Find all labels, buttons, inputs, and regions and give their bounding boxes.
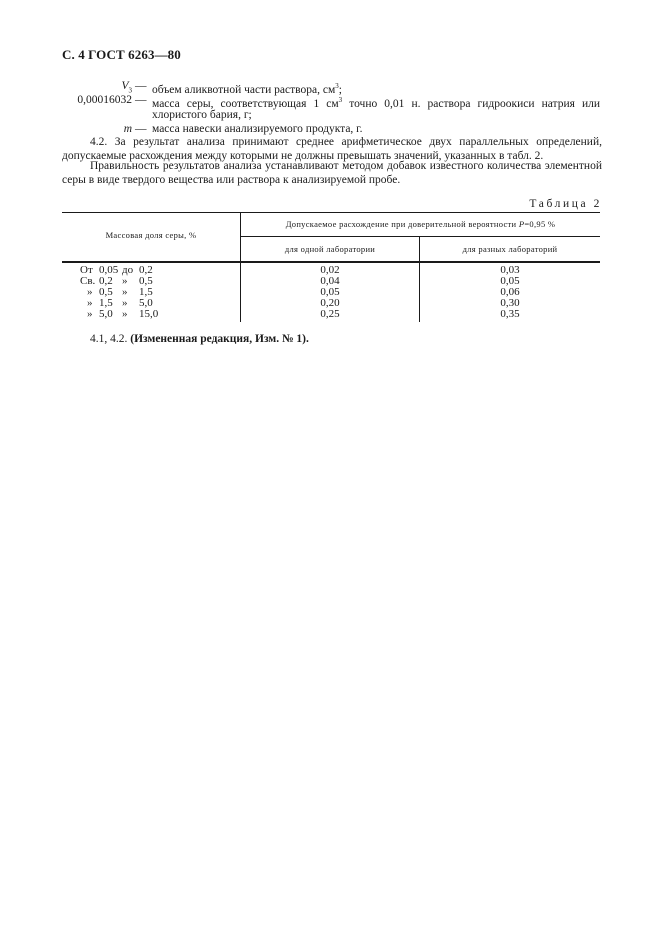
range-prefix: » (87, 286, 93, 298)
range-to: 15,0 (139, 308, 159, 320)
range-sep: » (122, 275, 128, 287)
range-sep: » (122, 297, 128, 309)
table-top-rule (62, 212, 600, 213)
range-prefix: » (87, 297, 93, 309)
definition-text: масса серы, соответствующая 1 $см^3$ точно 0,01 н. раствора гидроокиси натрия или (152, 96, 600, 110)
table-group-rule (240, 236, 600, 237)
table-header-rule (62, 261, 600, 263)
table-row (62, 309, 600, 320)
definition-text: масса навески анализируемого продукта, г. (152, 123, 363, 135)
range-to: 0,2 (139, 264, 153, 276)
definition-coefficient (0, 93, 661, 123)
range-to: 0,5 (139, 275, 153, 287)
value-many-labs: 0,30 (500, 297, 520, 309)
definition-symbol: m (123, 123, 132, 135)
value-many-labs: 0,03 (500, 264, 520, 276)
page-header: С. 4 ГОСТ 6263—80 (62, 47, 181, 62)
value-one-lab: 0,04 (320, 275, 340, 287)
range-to: 1,5 (139, 286, 153, 298)
range-to: 5,0 (139, 297, 153, 309)
range-prefix: » (87, 308, 93, 320)
range-prefix: Св. (80, 275, 96, 287)
value-one-lab: 0,25 (320, 308, 340, 320)
amendment-note-bold: (Измененная редакция, Изм. № 1). (130, 333, 309, 345)
range-sep: » (122, 308, 128, 320)
value-one-lab: 0,02 (320, 264, 340, 276)
definition-symbol: $V_3$ (121, 80, 132, 95)
range-from: 1,5 (99, 297, 113, 309)
value-one-lab: 0,20 (320, 297, 340, 309)
table-caption: Таблица 2 (529, 198, 602, 210)
definition-text: объем аликвотной части раствора, $см^3$; (152, 82, 342, 96)
range-from: 0,2 (99, 275, 113, 287)
definition-text-continued: хлористого бария, г; (152, 109, 252, 121)
value-many-labs: 0,06 (500, 286, 520, 298)
table-2 (62, 212, 600, 322)
definition-dash: — (135, 94, 147, 106)
definition-dash: — (135, 123, 147, 135)
definition-dash: — (135, 80, 147, 92)
paragraph-accuracy: Правильность результатов анализа устанавливают методом добавок известного количества элементной серы в виде твердого вещества или раствора к анализируемой пробе. (62, 160, 602, 186)
range-prefix: От (80, 264, 93, 276)
column-header-one-lab: для одной лаборатории (284, 244, 376, 254)
amendment-note: 4.1, 4.2. (Измененная редакция, Изм. № 1). (90, 333, 309, 345)
range-sep: » (122, 286, 128, 298)
definition-v3 (0, 79, 661, 94)
definition-symbol: 0,00016032 (77, 94, 132, 106)
column-header-many-labs: для разных лабораторий (462, 244, 558, 254)
value-one-lab: 0,05 (320, 286, 340, 298)
range-sep: до (122, 264, 134, 276)
value-many-labs: 0,35 (500, 308, 520, 320)
value-many-labs: 0,05 (500, 275, 520, 287)
range-from: 5,0 (99, 308, 113, 320)
paragraph-4-2: 4.2. За результат анализа принимают среднее арифметическое двух параллельных определений, допускаемые расхождения между которыми не должны превышать значений, указанных в табл. 2. (62, 136, 602, 162)
range-from: 0,5 (99, 286, 113, 298)
range-from: 0,05 (99, 264, 119, 276)
column-group-header: Допускаемое расхождение при доверительной вероятности P=0,95 % (285, 219, 556, 229)
column-header-mass-fraction: Массовая доля серы, % (105, 230, 197, 240)
